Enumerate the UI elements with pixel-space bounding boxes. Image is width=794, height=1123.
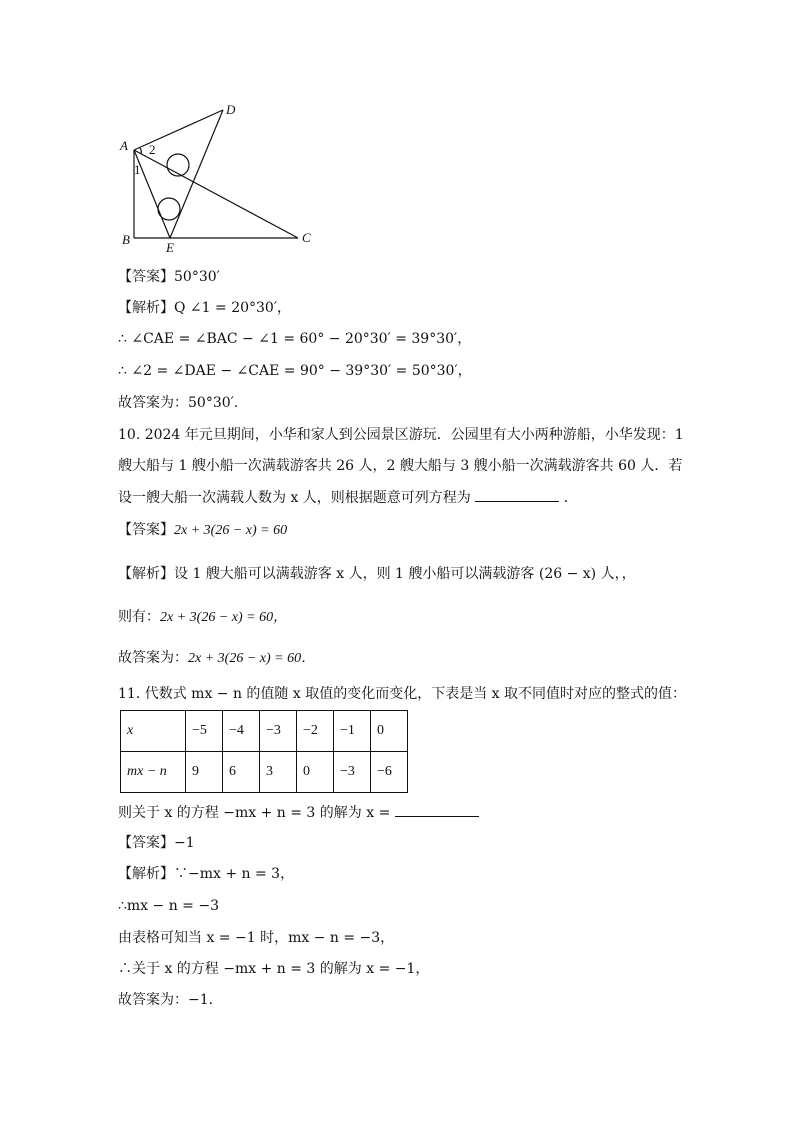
q10-final bbox=[118, 648, 315, 669]
q11-analysis-1: 【解析】∵−mx + n = 3， bbox=[118, 866, 295, 882]
value-table bbox=[120, 710, 408, 793]
table-cell: 6 bbox=[223, 752, 260, 793]
triangle-hole-lower bbox=[158, 198, 180, 220]
label-angle-2: 2 bbox=[149, 142, 156, 157]
q11-analysis-2: ∴mx − n = −3 bbox=[118, 898, 219, 914]
table-cell: −4 bbox=[223, 711, 260, 752]
segment-ad bbox=[134, 110, 223, 150]
q10-answer-label: 【答案】 bbox=[118, 522, 174, 538]
q9-analysis-1: 【解析】Q ∠1 = 20°30′， bbox=[118, 300, 292, 316]
table-header-expr: mx − n bbox=[121, 752, 186, 793]
q10-text-3-body: 设一艘大船一次满载人数为 x 人，则根据题意可列方程为 bbox=[118, 490, 471, 506]
table-cell: −3 bbox=[334, 752, 371, 793]
table-cell: −6 bbox=[371, 752, 408, 793]
q11-intro: 11. 代数式 mx − n 的值随 x 取值的变化而变化，下表是当 x 取不同值时对应的整式的值： bbox=[118, 686, 687, 702]
table-row bbox=[121, 711, 408, 752]
q11-question bbox=[118, 802, 479, 823]
label-e: E bbox=[166, 240, 174, 255]
table-cell: −5 bbox=[186, 711, 223, 752]
segment-ac bbox=[134, 150, 298, 238]
table-cell: 0 bbox=[297, 752, 334, 793]
q10-answer-eq: 2x + 3(26 − x) = 60 bbox=[174, 523, 288, 538]
q11-analysis-3: 由表格可知当 x = −1 时，mx − n = −3， bbox=[118, 930, 395, 946]
q10-then-eq: 2x + 3(26 − x) = 60， bbox=[160, 610, 288, 625]
geometry-figure bbox=[112, 98, 322, 258]
table-cell: −3 bbox=[260, 711, 297, 752]
table-cell: 9 bbox=[186, 752, 223, 793]
q10-final-eq: 2x + 3(26 − x) = 60． bbox=[188, 651, 316, 666]
q10-then bbox=[118, 607, 287, 628]
triangle-hole-upper bbox=[167, 154, 189, 176]
q10-text-1: 10. 2024 年元旦期间，小华和家人到公园景区游玩．公园里有大小两种游船，小华发现：1 bbox=[118, 427, 684, 443]
q10-text-2: 艘大船与 1 艘小船一次满载游客共 26 人，2 艘大船与 3 艘小船一次满载游客共 60 人．若 bbox=[118, 458, 683, 474]
q10-final-label: 故答案为： bbox=[118, 650, 188, 666]
q10-analysis: 【解析】设 1 艘大船可以满载游客 x 人，则 1 艘小船可以满载游客 (26 − x) 人，， bbox=[118, 566, 636, 582]
q9-analysis-2: ∴ ∠CAE = ∠BAC − ∠1 = 60° − 20°30′ = 39°30′， bbox=[118, 331, 472, 347]
label-b: B bbox=[122, 232, 130, 247]
q10-answer bbox=[118, 520, 287, 541]
q9-analysis-3: ∴ ∠2 = ∠DAE − ∠CAE = 90° − 39°30′ = 50°30′， bbox=[118, 363, 472, 379]
q9-final: 故答案为：50°30′. bbox=[118, 395, 239, 411]
table-row bbox=[121, 752, 408, 793]
label-a: A bbox=[120, 138, 128, 153]
q11-answer: 【答案】−1 bbox=[118, 835, 195, 851]
q10-text-3 bbox=[118, 487, 578, 508]
q9-answer: 【答案】50°30′ bbox=[118, 269, 220, 285]
table-cell: 3 bbox=[260, 752, 297, 793]
q10-answer-blank bbox=[475, 487, 559, 502]
q10-then-label: 则有： bbox=[118, 609, 160, 625]
label-d: D bbox=[226, 102, 236, 117]
table-cell: −2 bbox=[297, 711, 334, 752]
q11-question-text: 则关于 x 的方程 −mx + n = 3 的解为 x = bbox=[118, 805, 391, 821]
label-c: C bbox=[302, 230, 311, 245]
table-cell: −1 bbox=[334, 711, 371, 752]
q10-text-3-end: ． bbox=[563, 490, 578, 506]
table-cell: 0 bbox=[371, 711, 408, 752]
label-angle-1: 1 bbox=[134, 162, 141, 177]
q11-answer-blank bbox=[395, 802, 479, 817]
q11-final: 故答案为：−1． bbox=[118, 992, 223, 1008]
q11-analysis-4: ∴关于 x 的方程 −mx + n = 3 的解为 x = −1， bbox=[118, 961, 430, 977]
table-header-x: x bbox=[121, 711, 186, 752]
